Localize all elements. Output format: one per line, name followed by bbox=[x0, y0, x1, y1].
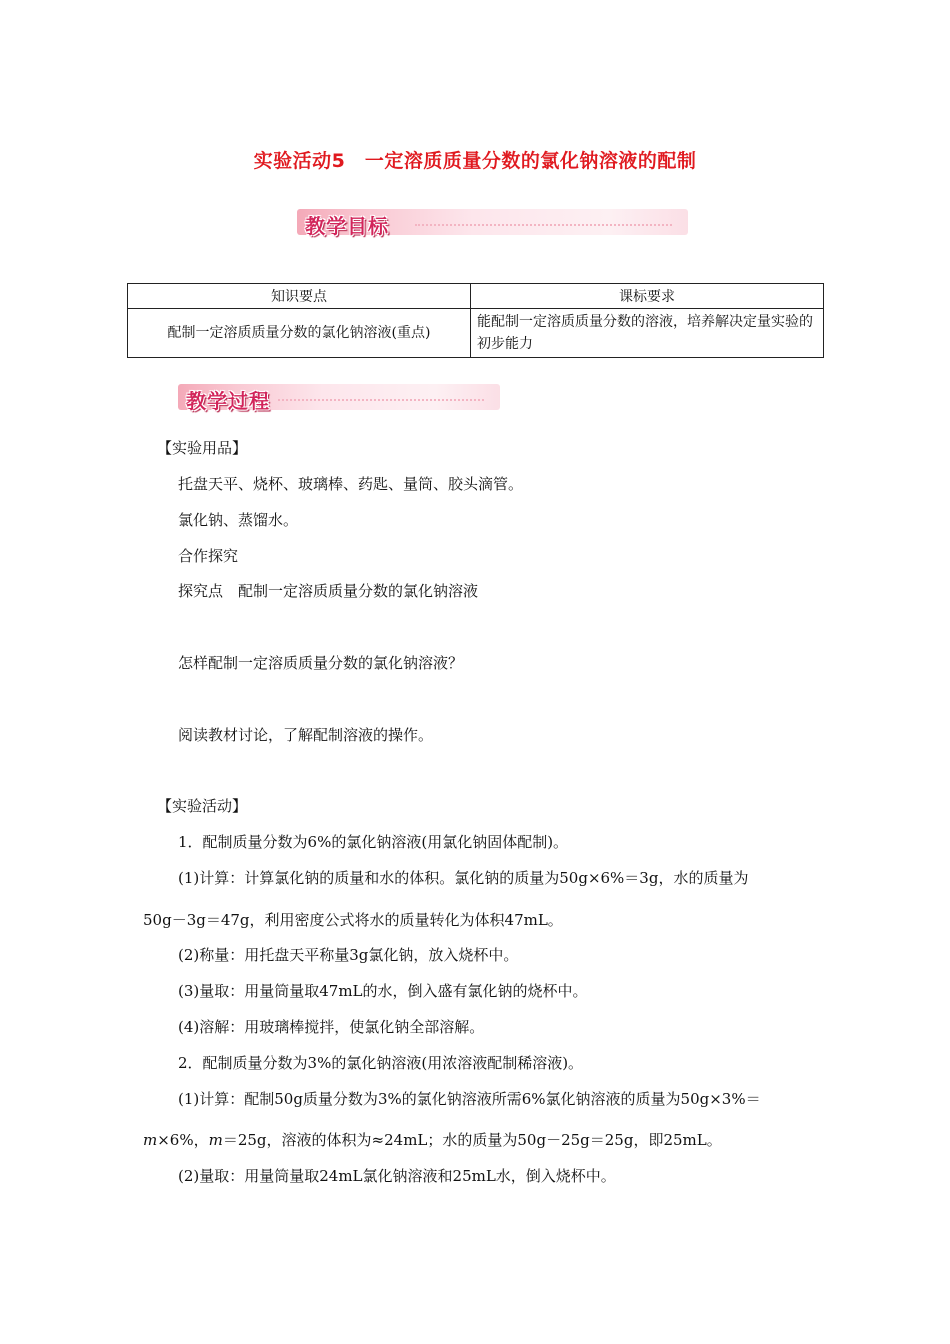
banner-label: 教学过程 bbox=[186, 389, 270, 413]
item1-heading: 1．配制质量分数为6%的氯化钠溶液(用氯化钠固体配制)。 bbox=[178, 833, 569, 851]
reagents-line: 氯化钠、蒸馏水。 bbox=[178, 511, 299, 529]
cooperative-heading: 合作探究 bbox=[178, 547, 239, 565]
banner-dotted-rule bbox=[415, 224, 672, 226]
calc-text: ×6%， bbox=[157, 1131, 209, 1149]
calc-text: ＝25g，溶液的体积为≈24mL；水的质量为50g－25g＝25g，即25mL。 bbox=[222, 1131, 722, 1149]
item2-calc-line1: (1)计算：配制50g质量分数为3%的氯化钠溶液所需6%氯化钠溶液的质量为50g×3%＝ bbox=[178, 1090, 761, 1108]
table-row bbox=[128, 309, 824, 358]
goals-table bbox=[127, 283, 824, 358]
table-header-knowledge: 知识要点 bbox=[128, 284, 471, 309]
supplies-header: 【实验用品】 bbox=[157, 439, 248, 457]
document-title: 实验活动5 一定溶质质量分数的氯化钠溶液的配制 bbox=[253, 150, 697, 172]
activity-header: 【实验活动】 bbox=[157, 797, 248, 815]
item1-calc-line2: 50g－3g＝47g，利用密度公式将水的质量转化为体积47mL。 bbox=[143, 911, 563, 929]
item1-weigh: (2)称量：用托盘天平称量3g氯化钠，放入烧杯中。 bbox=[178, 946, 519, 964]
banner-dotted-rule bbox=[278, 399, 484, 401]
table-header-row bbox=[128, 284, 824, 309]
table-cell-knowledge: 配制一定溶质质量分数的氯化钠溶液(重点) bbox=[128, 309, 471, 358]
item1-dissolve: (4)溶解：用玻璃棒搅拌，使氯化钠全部溶解。 bbox=[178, 1018, 485, 1036]
item1-calc-line1: (1)计算：计算氯化钠的质量和水的体积。氯化钠的质量为50g×6%＝3g，水的质量为 bbox=[178, 869, 749, 887]
banner-label: 教学目标 bbox=[305, 214, 389, 238]
section-banner-goals bbox=[297, 209, 688, 238]
item1-measure: (3)量取：用量筒量取47mL的水，倒入盛有氯化钠的烧杯中。 bbox=[178, 982, 588, 1000]
question-line: 怎样配制一定溶质质量分数的氯化钠溶液？ bbox=[178, 654, 464, 672]
equipment-line: 托盘天平、烧杯、玻璃棒、药匙、量筒、胶头滴管。 bbox=[178, 475, 524, 493]
item2-measure: (2)量取：用量筒量取24mL氯化钠溶液和25mL水，倒入烧杯中。 bbox=[178, 1167, 616, 1185]
table-header-requirement: 课标要求 bbox=[471, 284, 824, 309]
item2-calc-line2 bbox=[143, 1129, 722, 1150]
item2-heading: 2．配制质量分数为3%的氯化钠溶液(用浓溶液配制稀溶液)。 bbox=[178, 1054, 584, 1072]
variable-m: m bbox=[208, 1131, 223, 1149]
section-banner-process bbox=[178, 384, 500, 413]
reading-line: 阅读教材讨论，了解配制溶液的操作。 bbox=[178, 726, 434, 744]
table-cell-requirement: 能配制一定溶质质量分数的溶液，培养解决定量实验的初步能力 bbox=[471, 309, 824, 358]
inquiry-point: 探究点 配制一定溶质质量分数的氯化钠溶液 bbox=[178, 582, 479, 600]
variable-m: m bbox=[143, 1131, 158, 1149]
